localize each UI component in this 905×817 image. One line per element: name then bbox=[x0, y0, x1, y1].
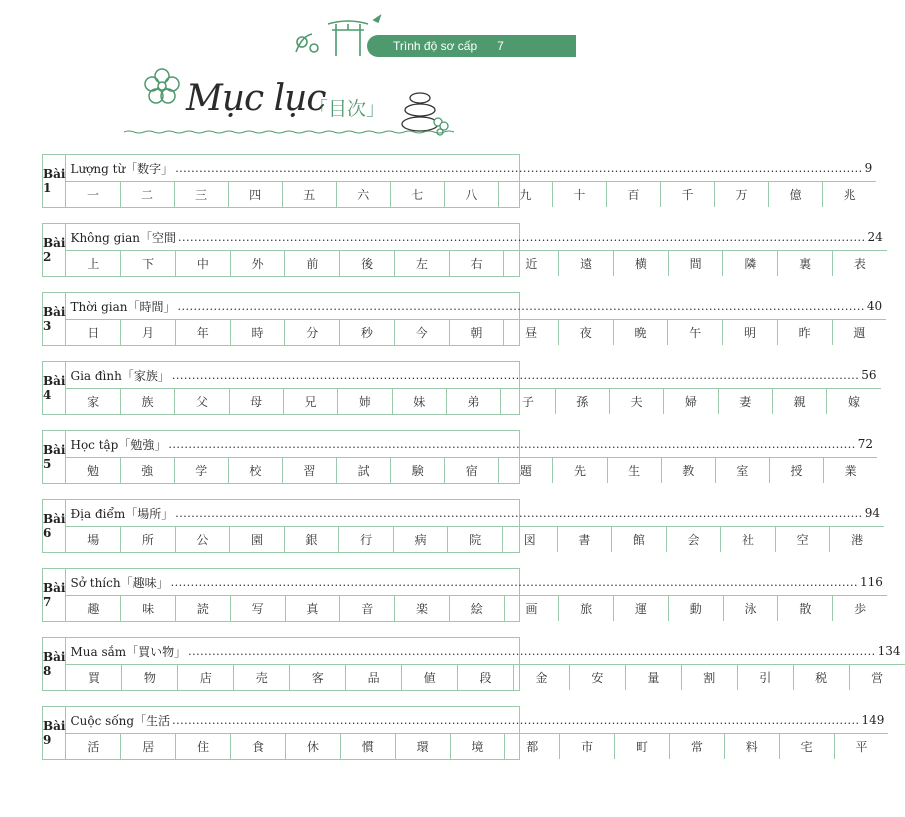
kanji-cell: 活 bbox=[66, 734, 121, 759]
lesson-title: Không gian「空間 bbox=[70, 230, 177, 245]
lesson-label: Bài 3 bbox=[43, 293, 66, 345]
kanji-cell: 二 bbox=[121, 182, 175, 207]
lesson-body bbox=[66, 707, 888, 759]
kanji-cell: 真 bbox=[286, 596, 341, 621]
lesson-page-number: 149 bbox=[861, 713, 885, 727]
kanji-row bbox=[66, 320, 886, 345]
kanji-cell: 趣 bbox=[66, 596, 121, 621]
kanji-cell: 校 bbox=[229, 458, 283, 483]
lesson-body bbox=[66, 155, 876, 207]
lesson-title: Lượng từ「数字」 bbox=[70, 161, 174, 176]
kanji-cell: 場 bbox=[66, 527, 121, 552]
kanji-row bbox=[66, 734, 888, 759]
cherry-blossom-icon bbox=[142, 66, 182, 106]
kanji-cell: 生 bbox=[608, 458, 662, 483]
lesson-label: Bài 5 bbox=[43, 431, 66, 483]
page-title-japanese: 「目次」 bbox=[309, 98, 386, 120]
kanji-cell: 客 bbox=[290, 665, 346, 690]
kanji-cell: 族 bbox=[121, 389, 175, 414]
kanji-cell: 宿 bbox=[445, 458, 499, 483]
kanji-cell: 四 bbox=[229, 182, 283, 207]
kanji-cell: 値 bbox=[402, 665, 458, 690]
kanji-cell: 居 bbox=[121, 734, 176, 759]
kanji-cell: 動 bbox=[669, 596, 724, 621]
kanji-cell: 金 bbox=[514, 665, 570, 690]
lesson-body bbox=[66, 362, 880, 414]
kanji-cell: 量 bbox=[626, 665, 682, 690]
lesson-label: Bài 2 bbox=[43, 224, 66, 276]
kanji-cell: 行 bbox=[339, 527, 394, 552]
kanji-cell: 左 bbox=[395, 251, 450, 276]
kanji-cell: 安 bbox=[570, 665, 626, 690]
stones-flower-icon bbox=[400, 88, 448, 134]
lesson-entry[interactable] bbox=[42, 361, 877, 415]
lesson-title: Mua sắm「買い物」 bbox=[70, 644, 187, 659]
page-title: Mục lục bbox=[186, 78, 326, 119]
leader-dots bbox=[188, 645, 875, 658]
kanji-cell: 学 bbox=[175, 458, 229, 483]
kanji-cell: 引 bbox=[738, 665, 794, 690]
lesson-body bbox=[66, 224, 886, 276]
kanji-cell: 食 bbox=[231, 734, 286, 759]
kanji-cell: 品 bbox=[346, 665, 402, 690]
leader-dots bbox=[168, 438, 855, 451]
kanji-cell: 税 bbox=[794, 665, 850, 690]
kanji-cell: 所 bbox=[121, 527, 176, 552]
kanji-cell: 病 bbox=[394, 527, 449, 552]
kanji-cell: 銀 bbox=[285, 527, 340, 552]
kanji-cell: 表 bbox=[853, 257, 866, 271]
kanji-cell: 町 bbox=[615, 734, 670, 759]
kanji-cell: 読 bbox=[176, 596, 231, 621]
kanji-cell: 宅 bbox=[780, 734, 835, 759]
page-title-block bbox=[124, 60, 454, 140]
kanji-cell: 旅 bbox=[559, 596, 614, 621]
lesson-page-number: 72 bbox=[857, 437, 874, 451]
kanji-row bbox=[66, 527, 883, 552]
lesson-title-row[interactable] bbox=[66, 638, 904, 665]
kanji-row bbox=[66, 665, 904, 690]
kanji-cell: 店 bbox=[178, 665, 234, 690]
kanji-cell: 楽 bbox=[395, 596, 450, 621]
kanji-cell: 港 bbox=[851, 533, 864, 547]
kanji-cell: 間 bbox=[669, 251, 724, 276]
kanji-cell: 段 bbox=[458, 665, 514, 690]
lesson-page-number: 116 bbox=[860, 575, 883, 589]
kanji-cell: 習 bbox=[283, 458, 337, 483]
kanji-cell: 時 bbox=[231, 320, 286, 345]
lesson-label: Bài 9 bbox=[43, 707, 66, 759]
kanji-cell: 営 bbox=[871, 671, 884, 685]
lesson-title-row[interactable] bbox=[66, 224, 886, 251]
lesson-title: Cuộc sống「生活 bbox=[70, 713, 171, 728]
kanji-cell: 味 bbox=[121, 596, 176, 621]
lesson-body bbox=[66, 293, 886, 345]
kanji-cell: 夜 bbox=[559, 320, 614, 345]
kanji-cell: 弟 bbox=[447, 389, 501, 414]
kanji-cell: 空 bbox=[776, 527, 831, 552]
kanji-cell: 千 bbox=[661, 182, 715, 207]
kanji-cell: 院 bbox=[448, 527, 503, 552]
kanji-cell: 横 bbox=[614, 251, 669, 276]
kanji-cell: 妻 bbox=[719, 389, 773, 414]
kanji-cell: 隣 bbox=[723, 251, 778, 276]
lesson-title: Gia đình「家族」 bbox=[70, 368, 170, 383]
kanji-cell: 室 bbox=[716, 458, 770, 483]
kanji-cell: 父 bbox=[175, 389, 229, 414]
lesson-label: Bài 1 bbox=[43, 155, 66, 207]
kanji-cell: 勉 bbox=[66, 458, 120, 483]
kanji-cell: 遠 bbox=[559, 251, 614, 276]
kanji-cell: 公 bbox=[176, 527, 231, 552]
table-of-contents bbox=[42, 154, 901, 775]
title-wave-divider bbox=[124, 130, 454, 134]
kanji-cell: 後 bbox=[340, 251, 395, 276]
kanji-cell: 右 bbox=[450, 251, 505, 276]
kanji-cell: 三 bbox=[175, 182, 229, 207]
lesson-label: Bài 6 bbox=[43, 500, 66, 552]
lesson-title: Địa điểm「場所」 bbox=[70, 506, 174, 521]
kanji-cell: 日 bbox=[66, 320, 121, 345]
kanji-cell: 社 bbox=[721, 527, 776, 552]
kanji-cell: 今 bbox=[395, 320, 450, 345]
lesson-page-number: 9 bbox=[864, 161, 873, 175]
lesson-body bbox=[66, 500, 883, 552]
lesson-title-row[interactable] bbox=[66, 500, 883, 527]
lesson-entry[interactable] bbox=[42, 223, 883, 277]
kanji-cell: 常 bbox=[670, 734, 725, 759]
lesson-title-row[interactable] bbox=[66, 431, 877, 458]
kanji-cell: 下 bbox=[121, 251, 176, 276]
page-number: 7 bbox=[497, 39, 504, 53]
kanji-cell: 夫 bbox=[610, 389, 664, 414]
kanji-cell: 秒 bbox=[340, 320, 395, 345]
kanji-cell: 園 bbox=[230, 527, 285, 552]
kanji-cell: 験 bbox=[391, 458, 445, 483]
kanji-row bbox=[66, 251, 886, 276]
lesson-title: Học tập「勉強」 bbox=[70, 437, 167, 452]
kanji-cell: 月 bbox=[121, 320, 176, 345]
kanji-cell: 五 bbox=[283, 182, 337, 207]
leader-dots bbox=[172, 714, 859, 727]
kanji-cell: 境 bbox=[451, 734, 506, 759]
kanji-cell: 午 bbox=[668, 320, 723, 345]
lesson-body bbox=[66, 638, 904, 690]
kanji-row bbox=[66, 458, 877, 483]
kanji-cell: 子 bbox=[501, 389, 555, 414]
kanji-cell: 家 bbox=[66, 389, 120, 414]
kanji-cell: 授 bbox=[770, 458, 824, 483]
leader-dots bbox=[171, 576, 858, 589]
lesson-page-number: 40 bbox=[866, 299, 883, 313]
kanji-row bbox=[66, 389, 880, 414]
kanji-cell: 明 bbox=[723, 320, 778, 345]
kanji-cell: 歩 bbox=[854, 602, 867, 616]
kanji-cell: 館 bbox=[612, 527, 667, 552]
kanji-row bbox=[66, 182, 876, 207]
kanji-cell: 百 bbox=[607, 182, 661, 207]
kanji-cell: 強 bbox=[121, 458, 175, 483]
kanji-cell: 八 bbox=[445, 182, 499, 207]
kanji-cell: 運 bbox=[614, 596, 669, 621]
kanji-cell: 書 bbox=[558, 527, 613, 552]
lesson-entry[interactable] bbox=[42, 568, 883, 622]
kanji-cell: 都 bbox=[505, 734, 560, 759]
lesson-entry[interactable] bbox=[42, 499, 880, 553]
kanji-cell: 音 bbox=[340, 596, 395, 621]
kanji-cell: 慣 bbox=[341, 734, 396, 759]
lesson-title-row[interactable] bbox=[66, 569, 886, 596]
leader-dots bbox=[175, 507, 862, 520]
kanji-cell: 昼 bbox=[504, 320, 559, 345]
lesson-page-number: 56 bbox=[861, 368, 877, 382]
lesson-entry[interactable] bbox=[42, 430, 874, 484]
kanji-cell: 平 bbox=[855, 740, 868, 754]
kanji-cell: 昨 bbox=[778, 320, 833, 345]
leader-dots bbox=[178, 300, 865, 313]
kanji-cell: 休 bbox=[286, 734, 341, 759]
lesson-title: Thời gian「時間」 bbox=[70, 299, 176, 314]
lesson-page-number: 134 bbox=[877, 644, 901, 658]
lesson-title-row[interactable] bbox=[66, 707, 888, 734]
kanji-cell: 兆 bbox=[843, 188, 856, 202]
kanji-cell: 親 bbox=[773, 389, 827, 414]
kanji-cell: 外 bbox=[231, 251, 286, 276]
kanji-cell: 十 bbox=[553, 182, 607, 207]
kanji-cell: 億 bbox=[769, 182, 823, 207]
kanji-cell: 中 bbox=[176, 251, 231, 276]
lesson-entry[interactable] bbox=[42, 154, 873, 208]
kanji-cell: 分 bbox=[285, 320, 340, 345]
kanji-cell: 妹 bbox=[393, 389, 447, 414]
level-banner bbox=[367, 35, 576, 57]
leader-dots bbox=[178, 231, 865, 244]
kanji-cell: 七 bbox=[391, 182, 445, 207]
kanji-cell: 上 bbox=[66, 251, 121, 276]
lesson-body bbox=[66, 569, 886, 621]
kanji-cell: 裏 bbox=[778, 251, 833, 276]
kanji-cell: 婦 bbox=[664, 389, 718, 414]
kanji-cell: 母 bbox=[230, 389, 284, 414]
kanji-cell: 散 bbox=[778, 596, 833, 621]
kanji-cell: 物 bbox=[122, 665, 178, 690]
kanji-cell: 晩 bbox=[614, 320, 669, 345]
lesson-body bbox=[66, 431, 877, 483]
leader-dots bbox=[172, 369, 859, 382]
kanji-cell: 朝 bbox=[450, 320, 505, 345]
kanji-cell: 試 bbox=[337, 458, 391, 483]
kanji-cell: 前 bbox=[285, 251, 340, 276]
kanji-cell: 年 bbox=[176, 320, 231, 345]
kanji-cell: 題 bbox=[499, 458, 553, 483]
kanji-row bbox=[66, 596, 886, 621]
kanji-cell: 会 bbox=[667, 527, 722, 552]
kanji-cell: 料 bbox=[725, 734, 780, 759]
kanji-cell: 週 bbox=[853, 326, 866, 340]
lesson-entry[interactable] bbox=[42, 637, 901, 691]
kanji-cell: 孫 bbox=[556, 389, 610, 414]
kanji-cell: 図 bbox=[503, 527, 558, 552]
kanji-cell: 兄 bbox=[284, 389, 338, 414]
kanji-cell: 九 bbox=[499, 182, 553, 207]
lesson-title-row[interactable] bbox=[66, 362, 880, 389]
kanji-cell: 画 bbox=[505, 596, 560, 621]
lesson-page-number: 24 bbox=[867, 230, 883, 244]
kanji-cell: 先 bbox=[553, 458, 607, 483]
leader-dots bbox=[175, 162, 862, 175]
kanji-cell: 売 bbox=[234, 665, 290, 690]
level-label: Trình độ sơ cấp bbox=[393, 39, 478, 53]
kanji-cell: 写 bbox=[231, 596, 286, 621]
kanji-cell: 万 bbox=[715, 182, 769, 207]
lesson-label: Bài 8 bbox=[43, 638, 66, 690]
lesson-entry[interactable] bbox=[42, 706, 885, 760]
lesson-page-number: 94 bbox=[864, 506, 880, 520]
kanji-cell: 市 bbox=[560, 734, 615, 759]
kanji-cell: 嫁 bbox=[847, 395, 860, 409]
kanji-cell: 絵 bbox=[450, 596, 505, 621]
kanji-cell: 姉 bbox=[338, 389, 392, 414]
lesson-title: Sở thích「趣味」 bbox=[70, 575, 169, 590]
kanji-cell: 六 bbox=[337, 182, 391, 207]
kanji-cell: 一 bbox=[66, 182, 120, 207]
kanji-cell: 環 bbox=[396, 734, 451, 759]
kanji-cell: 割 bbox=[682, 665, 738, 690]
lesson-label: Bài 4 bbox=[43, 362, 66, 414]
kanji-cell: 業 bbox=[844, 464, 857, 478]
kanji-cell: 近 bbox=[504, 251, 559, 276]
lesson-title-row[interactable] bbox=[66, 155, 876, 182]
kanji-cell: 泳 bbox=[724, 596, 779, 621]
lesson-entry[interactable] bbox=[42, 292, 883, 346]
kanji-cell: 買 bbox=[66, 665, 122, 690]
kanji-cell: 住 bbox=[176, 734, 231, 759]
lesson-label: Bài 7 bbox=[43, 569, 66, 621]
kanji-cell: 教 bbox=[662, 458, 716, 483]
lesson-title-row[interactable] bbox=[66, 293, 886, 320]
